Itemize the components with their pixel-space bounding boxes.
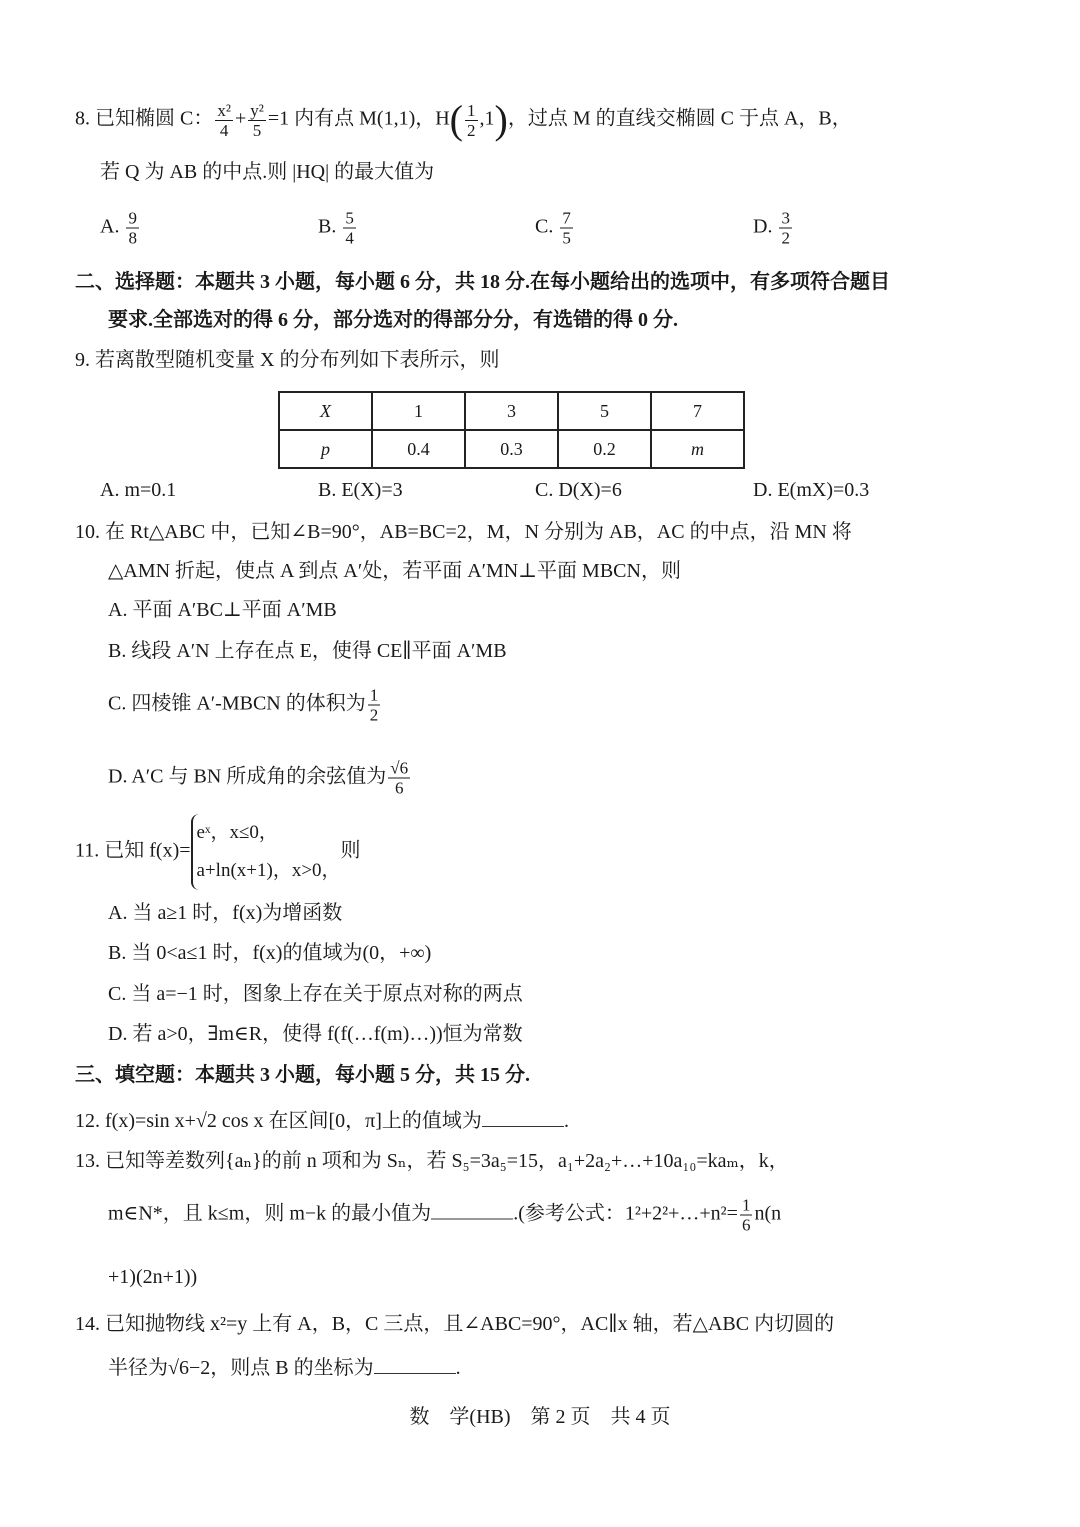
section2-heading: 二、选择题：本题共 3 小题，每小题 6 分，共 18 分.在每小题给出的选项中，有多项符合题目 [75,271,890,293]
answer-blank [374,1355,456,1374]
q13-line1: 13. 已知等差数列{aₙ}的前 n 项和为 Sₙ，若 S₅=3a₅=15，a₁+2a₂+…+10a₁₀=kaₘ，k， [75,1150,789,1172]
q11-option-c: C. 当 a=−1 时，图象上存在关于原点对称的两点 [108,983,523,1005]
table-row: X 1 3 5 7 [279,392,744,430]
q10-option-b: B. 线段 A′N 上存在点 E，使得 CE∥平面 A′MB [108,640,507,662]
q9-stem: 9. 若离散型随机变量 X 的分布列如下表所示，则 [75,349,500,371]
q9-option-b: B. E(X)=3 [318,479,403,501]
piecewise-function: eˣ，x≤0， a+ln(x+1)，x>0， [191,814,341,890]
q8-line2: 若 Q 为 AB 的中点.则 |HQ| 的最大值为 [100,161,435,183]
fraction: $\frac{1}{2}$ [467,100,476,140]
q9-option-d: D. E(mX)=0.3 [753,479,870,501]
section2-instructions: 要求.全部选对的得 6 分，部分选对的得部分分，有选错的得 0 分. [108,309,678,331]
q11-stem: 11. 已知 f(x)= eˣ，x≤0， a+ln(x+1)，x>0， 则 [75,814,361,890]
q10-option-a: A. 平面 A′BC⊥平面 A′MB [108,599,337,621]
fraction: $\frac{\text{x²}}{4}$ [217,100,231,140]
q13-line2: m∈N*，且 k≤m，则 m−k 的最小值为 .(参考公式：1²+2²+…+n²= $\frac{1}{6}$ n(n [108,1195,782,1235]
q14-line2: 半径为√6−2，则点 B 的坐标为 . [108,1357,461,1379]
q10-option-d: D. A′C 与 BN 所成角的余弦值为 $\frac{√6}{6}$ [108,758,409,798]
answer-blank [482,1108,564,1127]
fraction: $\frac{\text{y²}}{5}$ [250,100,264,140]
q11-option-b: B. 当 0<a≤1 时，f(x)的值域为(0，+∞) [108,942,432,964]
q11-option-d: D. 若 a>0，∃m∈R，使得 f(f(…f(m)…))恒为常数 [108,1023,523,1045]
q10-line1: 10. 在 Rt△ABC 中，已知∠B=90°，AB=BC=2，M，N 分别为 AB，AC 的中点，沿 MN 将 [75,521,852,543]
q9-option-a: A. m=0.1 [100,479,177,501]
q8-option-c: C. $\frac{7}{5}$ [535,208,571,248]
q11-option-a: A. 当 a≥1 时，f(x)为增函数 [108,902,343,924]
q10-line2: △AMN 折起，使点 A 到点 A′处，若平面 A′MN⊥平面 MBCN，则 [108,560,681,582]
page-footer: 数 学(HB) 第 2 页 共 4 页 [409,1406,671,1428]
q8-option-d: D. $\frac{3}{2}$ [753,208,790,248]
q12: 12. f(x)=sin x+√2 cos x 在区间[0，π]上的值域为 . [75,1110,569,1132]
table-row: p 0.4 0.3 0.2 m [279,430,744,468]
q13-line3: +1)(2n+1)) [108,1266,198,1288]
distribution-table [278,391,745,469]
answer-blank [431,1201,513,1220]
q8-line1: 8. 已知椭圆 C： $\frac{\text{x²}}{4}$ + $\frac{\text{y²}}{5}$ =1 内有点 M(1,1)，H( $\frac{1}{2}$ ,1)，过点 M 的直线交椭圆 C 于点 A，B， [75,97,852,142]
q10-option-c: C. 四棱锥 A′-MBCN 的体积为 $\frac{1}{2}$ [108,685,379,725]
q8-option-a: A. $\frac{9}{8}$ [100,208,137,248]
q9-option-c: C. D(X)=6 [535,479,622,501]
q8-option-b: B. $\frac{5}{4}$ [318,208,354,248]
section3-heading: 三、填空题：本题共 3 小题，每小题 5 分，共 15 分. [75,1064,530,1086]
q14-line1: 14. 已知抛物线 x²=y 上有 A，B，C 三点，且∠ABC=90°，AC∥x 轴，若△ABC 内切圆的 [75,1313,835,1335]
